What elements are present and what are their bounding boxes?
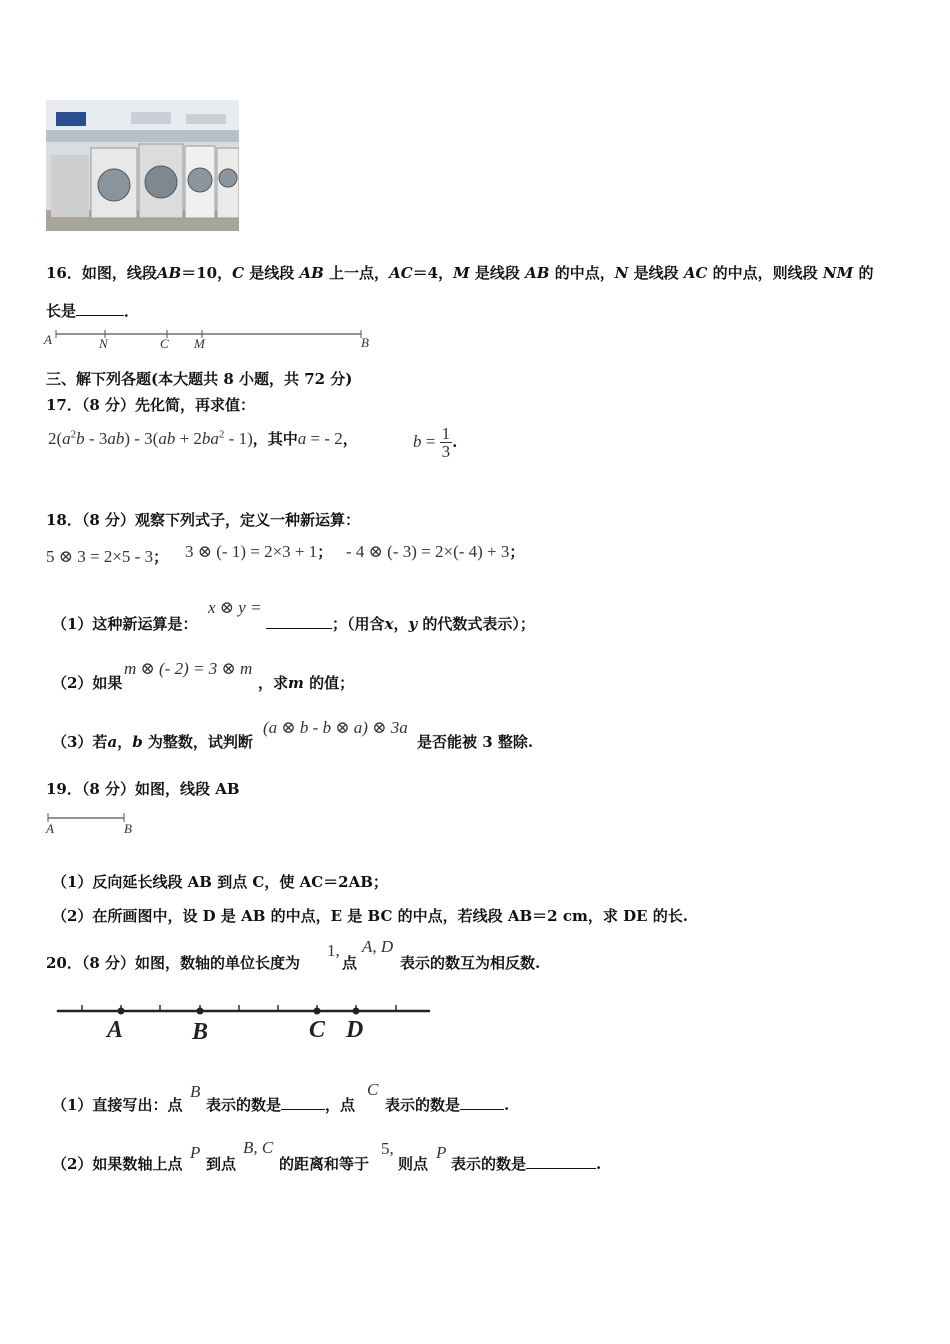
q17-text: ，其中 — [252, 430, 298, 448]
q18-text: ，求 — [258, 674, 289, 692]
q20-five: 5, — [381, 1139, 394, 1158]
q18-formulas — [46, 546, 168, 567]
q18-sep: ； — [509, 543, 525, 561]
q18-text: ， — [117, 733, 133, 751]
q18-part1-rest — [266, 613, 535, 634]
q18-formula-3 — [346, 541, 524, 562]
expr-var: b — [413, 432, 422, 451]
expr-sup: 2 — [218, 428, 225, 441]
point-c — [314, 1008, 321, 1015]
q16-text: 的中点， — [549, 264, 615, 282]
expr-part: ) - 3( — [124, 429, 159, 448]
q16-text: 的中点，则线段 — [707, 264, 823, 282]
expr-part: = — [421, 432, 440, 451]
q20-p1-rest2 — [385, 1094, 509, 1115]
q16-var: AC — [389, 264, 413, 282]
q16-number: 16． — [46, 264, 82, 282]
q19-part2: （2）在所画图中，设 D 是 AB 的中点，E 是 BC 的中点，若线段 AB＝2 cm，求 DE 的长. — [52, 907, 688, 925]
fraction-numerator: 1 — [441, 424, 451, 443]
q18-var: a — [107, 733, 118, 751]
q20-text: ，点 — [325, 1096, 356, 1114]
q18-text: ， — [393, 615, 409, 633]
q16-text: ＝4， — [412, 264, 454, 282]
q20-text: 20．（8 分）如图，数轴的单位长度为 — [46, 954, 301, 972]
q20-text: . — [504, 1096, 510, 1114]
q20-text: . — [596, 1155, 602, 1173]
q18-part2: （2）如果 — [52, 674, 123, 692]
q20-text: 则点 — [398, 1155, 429, 1173]
q20-point-c: C — [367, 1080, 379, 1099]
q19-segment-figure — [44, 810, 134, 824]
q18-var: y — [408, 615, 418, 633]
q20-p2-text: （2）如果数轴上点 — [52, 1155, 183, 1173]
expr-var: b — [76, 429, 85, 448]
fraction-denominator: 3 — [441, 442, 451, 461]
expr-part: - 1) — [224, 429, 253, 448]
expr-var: ab — [107, 429, 125, 448]
q16-var: AB — [156, 264, 182, 282]
label-b: B — [361, 335, 369, 350]
q18-text: 为整数，试判断 — [142, 733, 253, 751]
q18-text: 的值； — [303, 674, 355, 692]
q18-p1-formula: x ⊗ y = — [208, 598, 262, 617]
q20-text: 表示的数互为相反数. — [400, 954, 541, 972]
answer-blank — [281, 1095, 325, 1110]
fraction-one-third — [440, 425, 453, 460]
point-d — [353, 1008, 360, 1015]
q16-text: 是线段 — [469, 264, 526, 282]
q16-text: ． — [124, 302, 140, 320]
q20-text: 表示的数是 — [206, 1096, 282, 1114]
q16-line2 — [46, 300, 139, 321]
formula-1: 5 ⊗ 3 = 2×5 - 3 — [46, 547, 154, 566]
q18-text: （1）这种新运算是： — [52, 615, 198, 633]
q20-text: 点 — [342, 954, 358, 972]
expr-part: - 3 — [84, 429, 108, 448]
q16-var: M — [453, 264, 470, 282]
q16-var: AB — [299, 264, 324, 282]
q20-text: 表示的数是 — [385, 1096, 461, 1114]
q19-part1: （1）反向延长线段 AB 到点 C，使 AC＝2AB； — [52, 873, 388, 891]
store-photo — [46, 100, 239, 231]
q20-p1-rest — [206, 1094, 355, 1115]
q16-text: 是线段 — [628, 264, 684, 282]
q17-text: ， — [342, 430, 358, 448]
q16-text: 长是 — [46, 302, 77, 320]
expr-part: + 2 — [175, 429, 202, 448]
answer-blank — [266, 614, 332, 629]
q16-text: ＝10， — [181, 264, 233, 282]
q20-points-bc: B, C — [243, 1138, 274, 1157]
q16-text: 的 — [853, 264, 874, 282]
label-a: A — [46, 821, 54, 836]
q16-text: 是线段 — [244, 264, 300, 282]
q16-var: C — [232, 264, 245, 282]
q16-line1 — [46, 262, 873, 283]
expr-var: a — [297, 429, 307, 448]
q18-text: 的代数式表示）； — [417, 615, 535, 633]
expr-part: = - 2 — [306, 429, 343, 448]
q17-condition-b — [413, 425, 457, 460]
answer-blank — [76, 301, 124, 316]
expr-var: ab — [158, 429, 176, 448]
point-b — [197, 1008, 204, 1015]
expr-part: 2( — [48, 429, 63, 448]
q18-part1 — [52, 613, 197, 634]
q16-segment-figure — [44, 328, 384, 352]
section-heading: 三、解下列各题(本大题共 8 小题，共 72 分) — [46, 370, 353, 388]
label-b: B — [124, 821, 132, 836]
q20-point-p: P — [436, 1143, 447, 1162]
q16-var: AB — [525, 264, 550, 282]
q20-point-b: B — [190, 1082, 201, 1101]
label-m: M — [194, 336, 205, 351]
q16-var: NM — [822, 264, 854, 282]
q20-p1-text: （1）直接写出：点 — [52, 1096, 183, 1114]
q16-text: 上一点， — [323, 264, 390, 282]
q17-title: 17．（8 分）先化简，再求值： — [46, 396, 256, 414]
q20-points: A, D — [362, 937, 394, 956]
label-n: N — [99, 336, 108, 351]
q18-p3-formula: (a ⊗ b - b ⊗ a) ⊗ 3a — [263, 718, 408, 737]
q18-text: ；（用含 — [332, 615, 385, 633]
q16-var: AC — [683, 264, 708, 282]
q17-text: . — [452, 433, 458, 451]
q18-part2-rest — [258, 672, 354, 693]
formula-3: - 4 ⊗ (- 3) = 2×(- 4) + 3 — [346, 542, 510, 561]
q19-title: 19．（8 分）如图，线段 AB — [46, 780, 240, 798]
label-d: D — [346, 1017, 364, 1043]
q20-unit: 1, — [327, 941, 340, 960]
expr-var: a — [62, 429, 71, 448]
q18-formula-2 — [185, 541, 332, 562]
q18-sep: ； — [153, 548, 169, 566]
q18-p2-formula: m ⊗ (- 2) = 3 ⊗ m — [124, 659, 253, 678]
expr-var: ba — [201, 429, 219, 448]
q18-var: x — [384, 615, 394, 633]
q16-text: 如图，线段 — [81, 264, 157, 282]
q18-var: m — [288, 674, 304, 692]
q20-text: 的距离和等于 — [279, 1155, 370, 1173]
q20-point-p: P — [190, 1143, 201, 1162]
label-b: B — [192, 1019, 209, 1045]
q20-text: 到点 — [206, 1155, 237, 1173]
q18-var: b — [132, 733, 143, 751]
label-a: A — [107, 1017, 124, 1043]
q20-text: 表示的数是 — [451, 1155, 527, 1173]
q17-expression — [48, 428, 358, 449]
q18-text: （3）若 — [52, 733, 108, 751]
label-a: A — [44, 332, 52, 347]
q18-sep: ； — [317, 543, 333, 561]
expr-sup: 2 — [70, 428, 77, 441]
q20-p2-end — [451, 1153, 601, 1174]
point-a — [118, 1008, 125, 1015]
q18-title: 18．（8 分）观察下列式子，定义一种新运算： — [46, 511, 361, 529]
q16-var: N — [614, 264, 629, 282]
formula-2: 3 ⊗ (- 1) = 2×3 + 1 — [185, 542, 318, 561]
answer-blank — [526, 1154, 596, 1169]
label-c: C — [160, 336, 169, 351]
q18-p3-text: 是否能被 3 整除. — [417, 733, 534, 751]
label-c: C — [309, 1017, 326, 1043]
answer-blank — [460, 1095, 504, 1110]
q18-part3 — [52, 731, 253, 752]
